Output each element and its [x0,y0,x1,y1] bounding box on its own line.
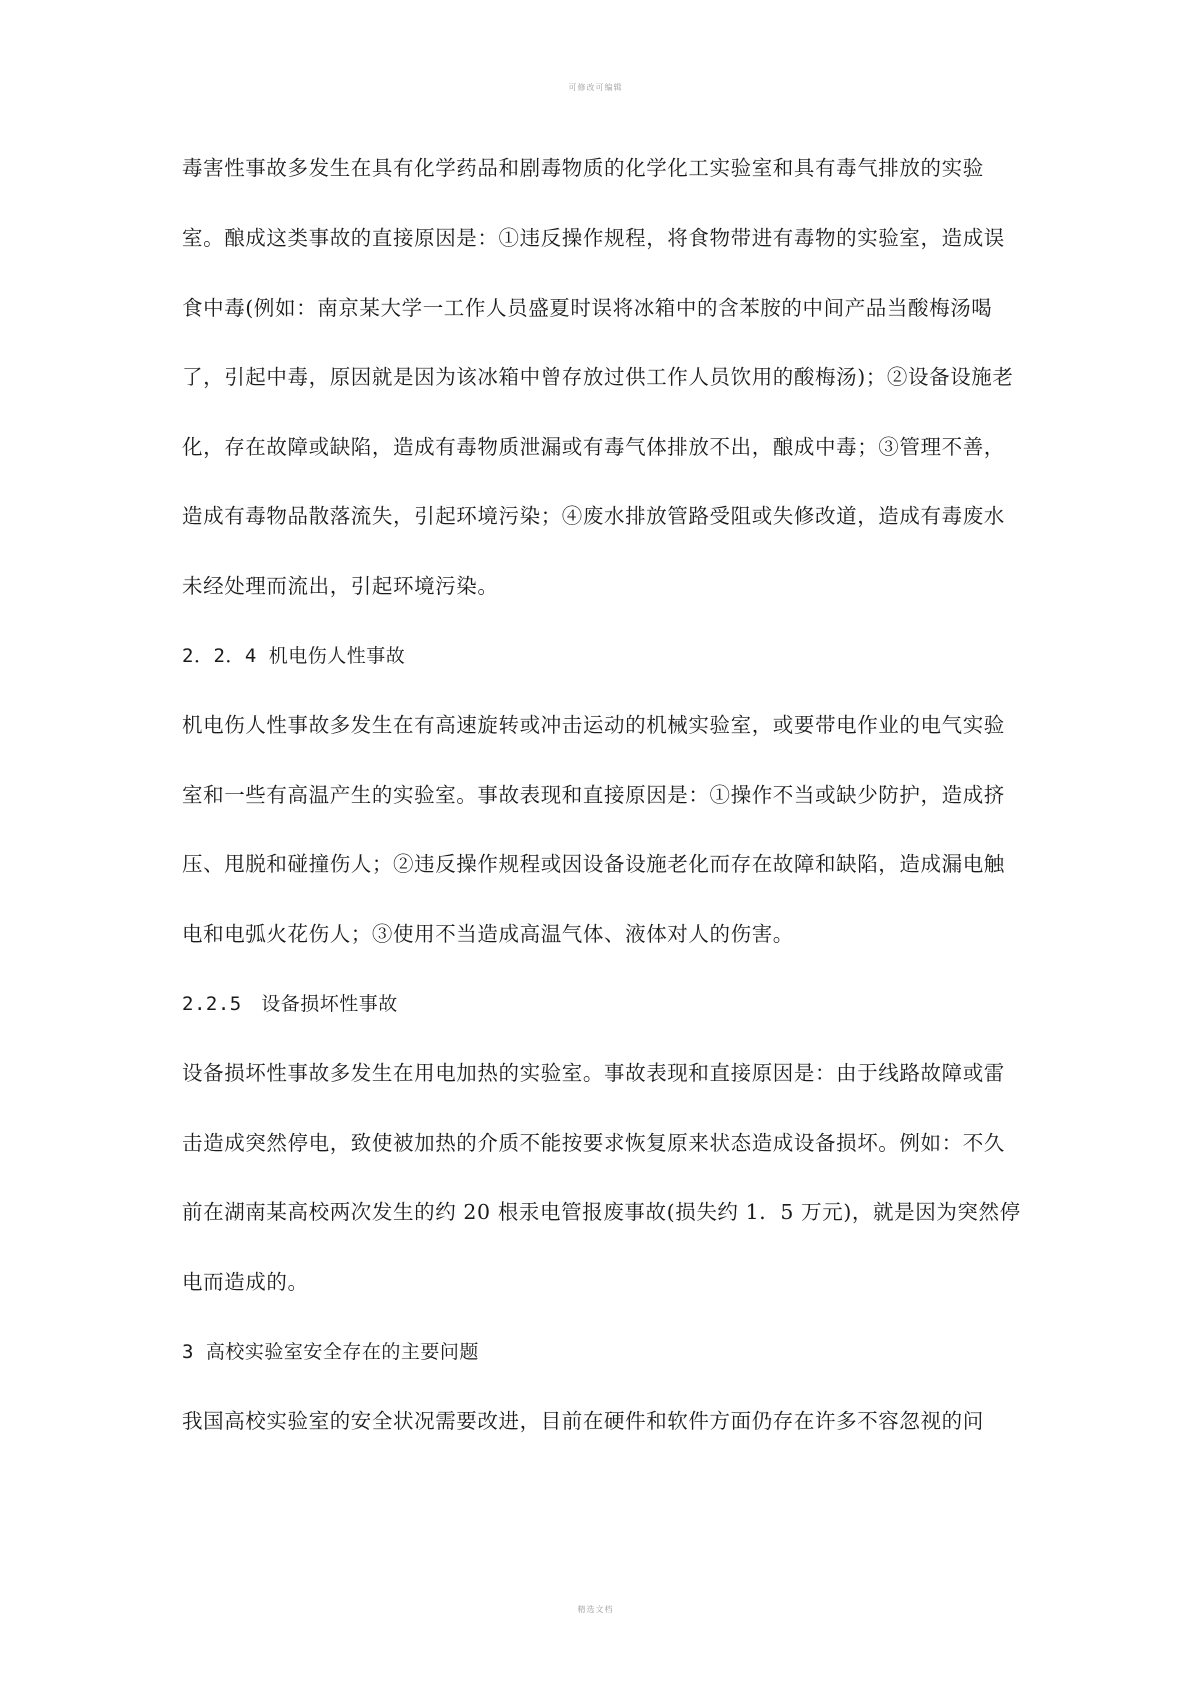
paragraph-line: 压、甩脱和碰撞伤人；②违反操作规程或因设备设施老化而存在故障和缺陷，造成漏电触 [182,852,1005,876]
paragraph-line: 电和电弧火花伤人；③使用不当造成高温气体、液体对人的伤害。 [182,922,794,946]
section-heading: 3 高校实验室安全存在的主要问题 [182,1341,479,1363]
paragraph-line: 造成有毒物品散落流失，引起环境污染；④废水排放管路受阻或失修改道，造成有毒废水 [182,504,1005,528]
paragraph-line: 电而造成的。 [182,1270,309,1294]
paragraph-line: 击造成突然停电，致使被加热的介质不能按要求恢复原来状态造成设备损坏。例如：不久 [182,1131,1005,1155]
page-footer: 精选文档 [577,1605,614,1614]
paragraph-line: 未经处理而流出，引起环境污染。 [182,574,499,598]
section-heading: 2．2．4 机电伤人性事故 [182,645,406,667]
paragraph-line: 化，存在故障或缺陷，造成有毒物质泄漏或有毒气体排放不出，酿成中毒；③管理不善， [182,435,1005,459]
paragraph-line: 我国高校实验室的安全状况需要改进，目前在硬件和软件方面仍存在许多不容忽视的问 [182,1409,984,1433]
paragraph-line: 机电伤人性事故多发生在有高速旋转或冲击运动的机械实验室，或要带电作业的电气实验 [182,713,1005,737]
paragraph-line: 食中毒(例如：南京某大学一工作人员盛夏时误将冰箱中的含苯胺的中间产品当酸梅汤喝 [182,296,993,320]
section-heading: 2.2.5 设备损坏性事故 [182,993,398,1015]
paragraph-line: 毒害性事故多发生在具有化学药品和剧毒物质的化学化工实验室和具有毒气排放的实验 [182,156,984,180]
paragraph-line: 室。酿成这类事故的直接原因是：①违反操作规程，将食物带进有毒物的实验室，造成误 [182,226,1005,250]
paragraph-line: 室和一些有高温产生的实验室。事故表现和直接原因是：①操作不当或缺少防护，造成挤 [182,783,1005,807]
paragraph-line: 设备损坏性事故多发生在用电加热的实验室。事故表现和直接原因是：由于线路故障或雷 [182,1061,1005,1085]
paragraph-line: 了，引起中毒，原因就是因为该冰箱中曾存放过供工作人员饮用的酸梅汤)；②设备设施老 [182,365,1014,389]
page-header: 可修改可编辑 [568,83,623,92]
paragraph-line: 前在湖南某高校两次发生的约 20 根汞电管报废事故(损失约 1．5 万元)，就是因为突然停 [182,1200,1021,1224]
